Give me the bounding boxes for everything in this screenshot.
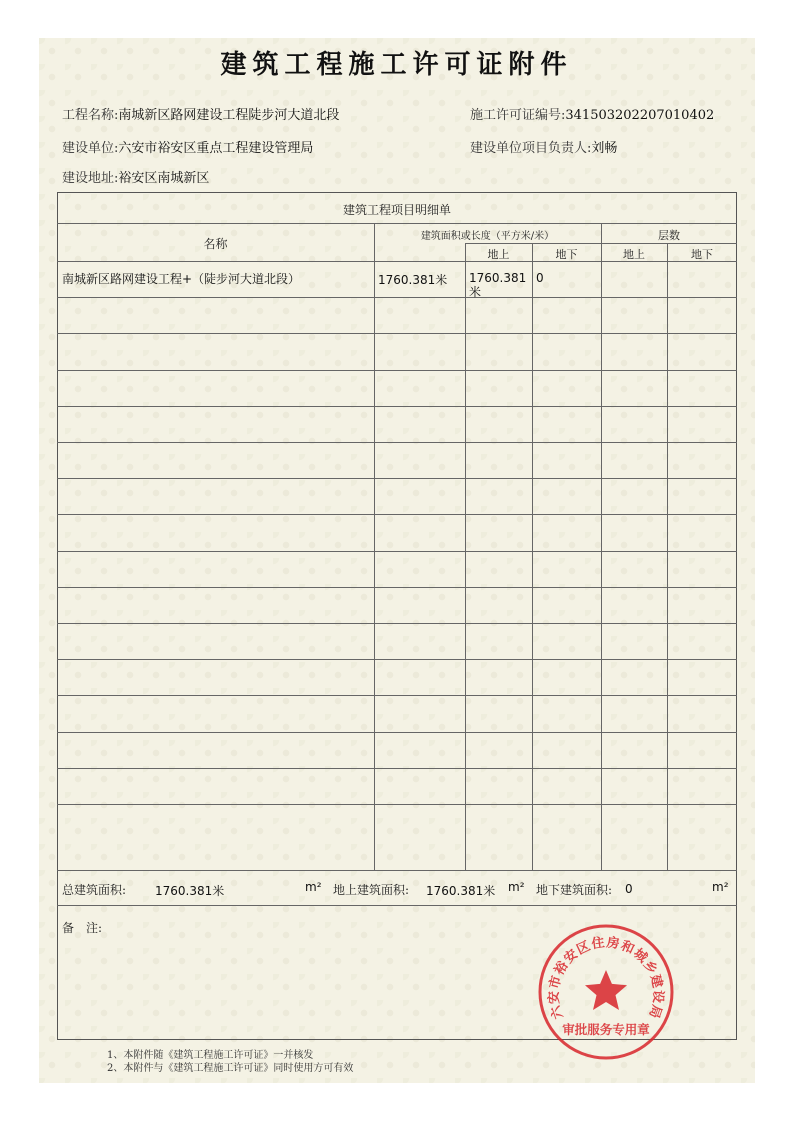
table-row-divider: [57, 406, 737, 407]
address-field: [62, 167, 209, 186]
manager-label: 建设单位项目负责人:: [470, 141, 592, 156]
manager-field: [470, 137, 617, 156]
note-1: 1、本附件随《建筑工程施工许可证》一并核发: [107, 1050, 314, 1061]
table-row-divider: [57, 695, 737, 696]
builder-label: 建设单位:: [62, 141, 119, 156]
seal-bottom-text: 审批服务专用章: [562, 1022, 650, 1037]
table-caption: 建筑工程项目明细单: [342, 203, 451, 217]
permit-number-value: 341503202207010402: [565, 108, 715, 123]
table-row-divider: [57, 551, 737, 552]
row-1-area: 1760.381米: [378, 273, 448, 287]
total-area-label: 总建筑面积:: [62, 883, 127, 897]
sub-header-area-above: 地上: [487, 248, 510, 261]
table-row-divider: [57, 514, 737, 515]
total-area-value: 1760.381米: [155, 884, 225, 898]
table-row-divider: [57, 659, 737, 660]
table-row-divider: [57, 478, 737, 479]
above-area-value: 1760.381米: [426, 884, 496, 898]
note-2: 2、本附件与《建筑工程施工许可证》同时使用方可有效: [107, 1063, 354, 1074]
col-header-floors: 层数: [658, 229, 680, 242]
remarks-label: 备 注:: [62, 921, 103, 935]
permit-number-label: 施工许可证编号:: [470, 108, 566, 123]
below-area-value: 0: [625, 882, 633, 896]
table-row-divider: [57, 587, 737, 588]
total-area-unit: m²: [305, 880, 322, 894]
seal-star-icon: [585, 970, 627, 1010]
sub-header-area-below: 地下: [555, 248, 578, 261]
table-row-divider: [57, 768, 737, 769]
permit-number-field: [470, 104, 714, 123]
table-row-divider: [57, 442, 737, 443]
table-row-divider: [57, 732, 737, 733]
row-1-name: 南城新区路网建设工程+（陡步河大道北段）: [62, 272, 301, 286]
table-row-divider: [57, 333, 737, 334]
above-area-label: 地上建筑面积:: [333, 883, 410, 897]
project-name-field: [62, 104, 339, 123]
table-row-divider: [57, 297, 737, 298]
sub-header-floors-above: 地上: [623, 248, 645, 261]
table-row-divider: [57, 623, 737, 624]
project-name-value: 南城新区路网建设工程陡步河大道北段: [118, 108, 340, 123]
project-name-label: 工程名称:: [62, 108, 119, 123]
address-label: 建设地址:: [62, 171, 119, 186]
official-seal: [536, 922, 676, 1062]
address-value: 裕安区南城新区: [118, 171, 210, 186]
detail-table: [57, 192, 737, 1040]
above-area-unit: m²: [508, 880, 525, 894]
builder-field: [62, 137, 313, 156]
table-row-divider: [57, 804, 737, 805]
col-header-name: 名称: [203, 237, 228, 251]
below-area-label: 地下建筑面积:: [536, 883, 613, 897]
seal-arc-text: 六安市裕安区住房和城乡建设局: [546, 935, 666, 1021]
below-area-unit: m²: [712, 880, 729, 894]
page-title: 建筑工程施工许可证附件: [220, 50, 573, 80]
row-1-area-above: 1760.381米: [469, 271, 527, 299]
col-header-area: 建筑面积或长度（平方米/米）: [420, 231, 555, 242]
builder-value: 六安市裕安区重点工程建设管理局: [118, 141, 314, 156]
manager-value: 刘畅: [591, 141, 618, 156]
row-1-area-below: 0: [536, 271, 544, 285]
table-row-divider: [57, 370, 737, 371]
sub-header-floors-below: 地下: [691, 248, 713, 261]
